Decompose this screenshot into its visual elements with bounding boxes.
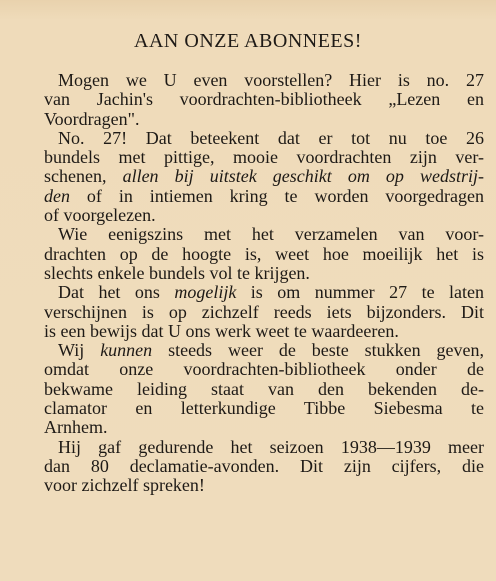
text-line bbox=[44, 129, 484, 148]
text-line bbox=[44, 476, 484, 495]
text-line bbox=[44, 110, 484, 129]
text-run: steeds weer de beste stukken geven, bbox=[152, 340, 484, 361]
text-run: bekwame leiding staat van den bekenden de- bbox=[44, 378, 484, 399]
page-title: AAN ONZE ABONNEES! bbox=[134, 30, 362, 52]
paragraph bbox=[44, 129, 484, 225]
text-line bbox=[44, 303, 484, 322]
paragraph bbox=[44, 438, 484, 496]
text-line bbox=[44, 90, 484, 109]
text-line bbox=[44, 457, 484, 476]
text-line bbox=[44, 71, 484, 90]
text-line bbox=[44, 167, 484, 186]
text-run: dan 80 declamatie-avonden. Dit zijn cijfers, die bbox=[44, 455, 484, 476]
text-line bbox=[44, 206, 484, 225]
text-run: Dat het ons bbox=[58, 282, 175, 303]
text-line bbox=[44, 283, 484, 302]
text-line bbox=[44, 225, 484, 244]
text-line bbox=[44, 245, 484, 264]
italic-text: kunnen bbox=[100, 340, 153, 361]
text-run: Arnhem. bbox=[44, 417, 108, 438]
paragraph bbox=[44, 341, 484, 437]
text-run: is een bewijs dat U ons werk weet te waardeeren. bbox=[44, 320, 399, 341]
text-run: Hij gaf gedurende het seizoen 1938—1939 meer bbox=[58, 436, 484, 457]
text-run: schenen, bbox=[44, 166, 123, 187]
text-line bbox=[44, 438, 484, 457]
text-line bbox=[44, 322, 484, 341]
text-run: Mogen we U even voorstellen? Hier is no. 27 bbox=[58, 70, 484, 90]
paragraph bbox=[44, 283, 484, 341]
body-text bbox=[44, 71, 484, 496]
text-run: Wie eenigszins met het verzamelen van voor- bbox=[58, 224, 484, 245]
text-run: verschijnen is op zichzelf reeds iets bijzonders. Dit bbox=[44, 301, 484, 322]
text-line bbox=[44, 399, 484, 418]
text-line bbox=[44, 264, 484, 283]
text-line bbox=[44, 380, 484, 399]
bleed-through-text bbox=[50, 0, 490, 30]
text-run: voor zichzelf spreken! bbox=[44, 475, 205, 496]
text-run: slechts enkele bundels vol te krijgen. bbox=[44, 262, 310, 283]
text-run: is om nummer 27 te laten bbox=[236, 282, 484, 303]
text-run: omdat onze voordrachten-bibliotheek onder de bbox=[44, 359, 484, 380]
italic-text: allen bij uitstek geschikt om op wedstrij- bbox=[122, 166, 484, 187]
text-line bbox=[44, 341, 484, 360]
text-line bbox=[44, 148, 484, 167]
text-run: bundels met pittige, mooie voordrachten zijn ver- bbox=[44, 147, 484, 168]
text-run: Wij bbox=[58, 340, 101, 361]
text-run: clamator en letterkundige Tibbe Siebesma te bbox=[44, 398, 484, 419]
paragraph bbox=[44, 225, 484, 283]
text-run: of voorgelezen. bbox=[44, 205, 156, 226]
text-run: No. 27! Dat beteekent dat er tot nu toe 26 bbox=[58, 127, 484, 148]
italic-text: mogelijk bbox=[174, 282, 237, 303]
text-run: of in intiemen kring te worden voorgedragen bbox=[70, 185, 484, 206]
italic-text: den bbox=[44, 185, 70, 206]
text-run: van Jachin's voordrachten-bibliotheek „Lezen en bbox=[44, 89, 484, 110]
text-run: drachten op de hoogte is, weet hoe moeilijk het is bbox=[44, 243, 484, 264]
text-line bbox=[44, 187, 484, 206]
paragraph bbox=[44, 71, 484, 129]
text-line bbox=[44, 360, 484, 379]
text-line bbox=[44, 418, 484, 437]
text-run: Voordragen". bbox=[44, 108, 140, 129]
